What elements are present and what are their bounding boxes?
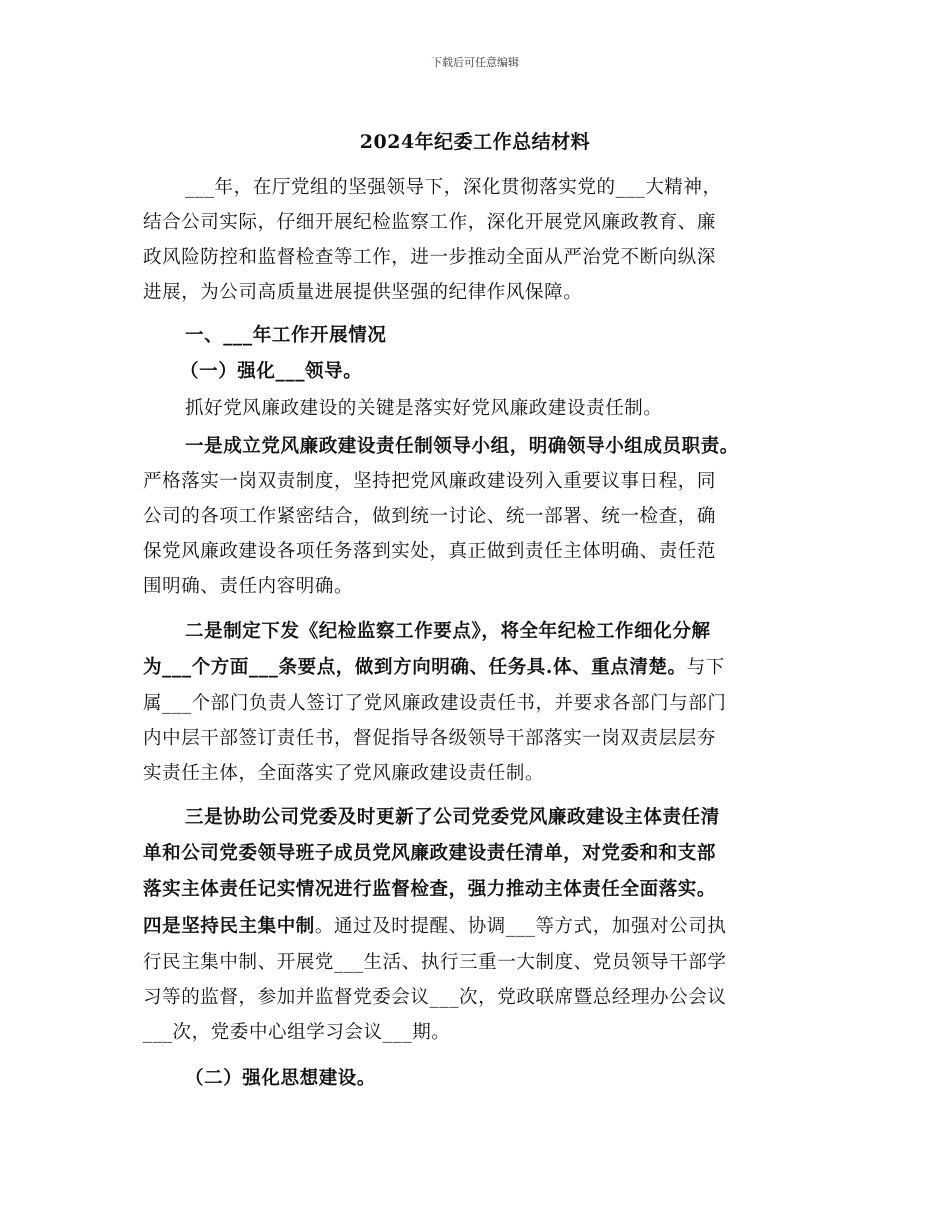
section-heading: 一、___年工作开展情况: [185, 325, 387, 346]
paragraph-line: 政风险防控和监督检查等工作，进一步推动全面从严治党不断向纵深: [143, 247, 717, 268]
paragraph-line-bold: 落实主体责任记实情况进行监督检查，强力推动主体责任全面落实。: [143, 879, 717, 900]
paragraph-line: 属___个部门负责人签订了党风廉政建设责任书，并要求各部门与部门: [143, 693, 727, 714]
paragraph-line: 习等的监督，参加并监督党委会议___次，党政联席暨总经理办公会议: [143, 987, 727, 1008]
paragraph-line: 内中层干部签订责任书，督促指导各级领导干部落实一岗双责层层夯: [143, 728, 717, 749]
bold-segment: 为___个方面___条要点，做到方向明确、任务具.体、重点清楚。: [143, 657, 687, 678]
normal-segment: 与下: [686, 657, 725, 678]
paragraph-line: 实责任主体，全面落实了党风廉政建设责任制。: [143, 763, 545, 784]
paragraph-line: 公司的各项工作紧密结合，做到统一讨论、统一部署、统一检查，确: [143, 506, 717, 527]
paragraph-line-bold: 单和公司党委领导班子成员党风廉政建设责任清单，对党委和和支部: [143, 843, 717, 864]
subsection-heading: （一）强化___领导。: [180, 361, 363, 382]
paragraph-line-bold: 二是制定下发《纪检监察工作要点》，将全年纪检工作细化分解: [185, 621, 711, 642]
paragraph-line: ___年，在厅党组的坚强领导下，深化贯彻落实党的___大精神，: [185, 177, 722, 198]
paragraph-line: 进展，为公司高质量进展提供坚强的纪律作风保障。: [143, 282, 583, 303]
paragraph-line: 保党风廉政建设各项任务落到实处，真正做到责任主体明确、责任范: [143, 541, 717, 562]
paragraph-line: 围明确、责任内容明确。: [143, 576, 354, 597]
subsection-heading: （二）强化思想建设。: [185, 1068, 377, 1089]
paragraph-line-mixed: [143, 651, 813, 685]
paragraph-line: 抓好党风廉政建设的关键是落实好党风廉政建设责任制。: [185, 398, 663, 419]
normal-segment: 。通过及时提醒、协调___等方式，加强对公司执: [314, 916, 727, 937]
paragraph-line: 结合公司实际，仔细开展纪检监察工作，深化开展党风廉政教育、廉: [143, 212, 717, 233]
paragraph-line-bold: 一是成立党风廉政建设责任制领导小组，明确领导小组成员职责。: [185, 436, 739, 457]
page-header: 下载后可任意编辑: [431, 56, 519, 69]
document-title: 2024年纪委工作总结材料: [359, 131, 591, 153]
bold-segment: 四是坚持民主集中制: [143, 916, 315, 937]
paragraph-line: ___次，党委中心组学习会议___期。: [143, 1022, 451, 1043]
paragraph-line-mixed: [143, 910, 813, 944]
paragraph-line: 行民主集中制、开展党___生活、执行三重一大制度、党员领导干部学: [143, 952, 727, 973]
paragraph-line-bold: 三是协助公司党委及时更新了公司党委党风廉政建设主体责任清: [185, 807, 720, 828]
paragraph-line: 严格落实一岗双责制度，坚持把党风廉政建设列入重要议事日程，同: [143, 471, 717, 492]
